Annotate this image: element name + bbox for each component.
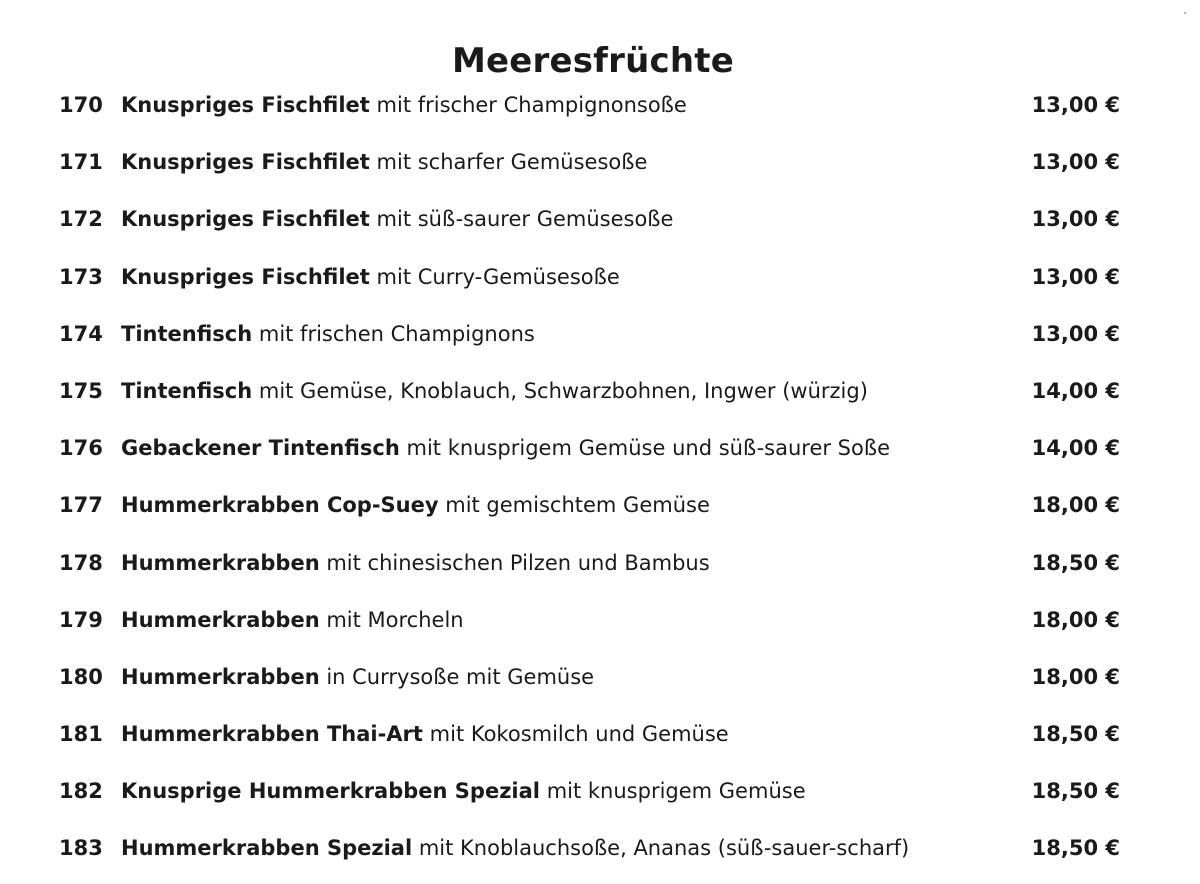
item-name: Tintenfisch [121,378,253,403]
menu-item [0,362,1200,419]
item-price: 14,00 € [1031,436,1120,461]
item-number: 180 [59,664,103,689]
item-number: 179 [59,607,103,632]
item-number: 176 [59,436,103,461]
item-text [121,605,464,635]
item-name: Knuspriges Fischfilet [121,207,370,232]
menu-item [0,591,1200,648]
item-number: 172 [59,207,103,232]
menu-item [0,648,1200,705]
item-name: Tintenfisch [121,321,253,346]
item-price: 13,00 € [1031,207,1120,232]
item-price: 18,50 € [1031,836,1120,861]
item-text [121,776,806,806]
item-description: mit frischen Champignons [258,321,535,346]
item-name: Hummerkrabben [121,607,320,632]
item-text [121,90,687,120]
item-price: 13,00 € [1031,150,1120,175]
item-description: mit frischer Champignonsoße [376,93,687,117]
item-text [121,833,909,863]
item-price: 13,00 € [1031,321,1120,346]
scan-speck [1184,12,1186,14]
item-price: 18,00 € [1031,607,1120,632]
menu-item [0,705,1200,762]
item-price: 13,00 € [1031,264,1120,289]
item-number: 171 [59,150,103,175]
item-text [121,376,868,406]
item-description: mit süß-saurer Gemüsesoße [376,207,674,232]
item-description: mit Kokosmilch und Gemüse [429,722,729,747]
item-name: Knuspriges Fischfilet [121,150,370,175]
menu-item [0,819,1200,876]
item-description: mit scharfer Gemüsesoße [376,150,648,175]
item-description: mit Knoblauchsoße, Ananas (süß-sauer-scharf) [418,836,910,861]
item-description: in Currysoße mit Gemüse [326,664,595,689]
menu-item [0,419,1200,476]
item-number: 174 [59,321,103,346]
item-name: Gebackener Tintenfisch [121,436,400,461]
item-description: mit chinesischen Pilzen und Bambus [326,550,710,575]
item-description: mit gemischtem Gemüse [445,493,710,518]
item-name: Hummerkrabben [121,664,320,689]
menu-item [0,190,1200,247]
item-number: 183 [59,836,103,861]
item-text [121,548,710,578]
item-number: 181 [59,722,103,747]
item-price: 13,00 € [1031,93,1120,117]
item-price: 18,50 € [1031,779,1120,804]
item-number: 175 [59,378,103,403]
item-text [121,262,620,292]
item-number: 173 [59,264,103,289]
item-price: 18,00 € [1031,493,1120,518]
item-text [121,662,594,692]
item-text [121,433,890,463]
item-name: Knuspriges Fischfilet [121,93,370,117]
item-text [121,319,535,349]
item-name: Hummerkrabben Cop-Suey [121,493,439,518]
item-text [121,490,710,520]
item-description: mit knusprigem Gemüse und süß-saurer Soße [406,436,891,461]
menu-item [0,534,1200,591]
menu-item [0,762,1200,819]
item-text [121,147,647,177]
menu-item [0,305,1200,362]
item-price: 18,50 € [1031,722,1120,747]
menu-item [0,476,1200,533]
item-name: Hummerkrabben [121,550,320,575]
item-price: 18,50 € [1031,550,1120,575]
page-title: Meeresfrüchte [451,40,735,81]
item-description: mit Curry-Gemüsesoße [376,264,620,289]
item-text [121,204,673,234]
item-description: mit knusprigem Gemüse [546,779,806,804]
item-text [121,719,729,749]
item-description: mit Gemüse, Knoblauch, Schwarzbohnen, Ingwer (würzig) [258,378,868,403]
item-price: 14,00 € [1031,378,1120,403]
menu-item [0,76,1200,133]
menu-item [0,133,1200,190]
item-name: Hummerkrabben Thai-Art [121,722,423,747]
item-number: 178 [59,550,103,575]
item-name: Knusprige Hummerkrabben Spezial [121,779,540,804]
item-name: Hummerkrabben Spezial [121,836,413,861]
item-price: 18,00 € [1031,664,1120,689]
item-description: mit Morcheln [326,607,464,632]
item-name: Knuspriges Fischfilet [121,264,370,289]
item-number: 177 [59,493,103,518]
menu-list [0,76,1200,877]
menu-item [0,248,1200,305]
item-number: 170 [59,93,103,117]
item-number: 182 [59,779,103,804]
